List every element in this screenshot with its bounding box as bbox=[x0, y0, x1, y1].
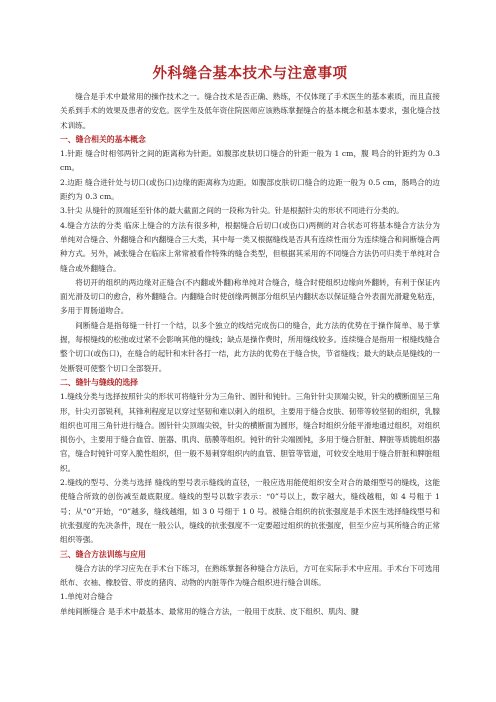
section-1-heading: 一、缝合相关的基本概念 bbox=[60, 134, 146, 144]
section-1-item-4: 4.缝合方法的分类 临床上缝合的方法有很多种，根据缝合后切口(或伤口)两侧的对合状态可将基本缝合方法分为单纯对合缝合、外翻缝合和内翻缝合三大类，其中每一类又根据缝线是否具有连续性而分为连续缝合和间断缝合两种方式。另外，减张缝合在临床上常常被看作特殊的缝合类型，但根据其采用的不同缝合方法仍可归类于单纯对合缝合或外翻缝合。 bbox=[60, 220, 440, 273]
section-1-paragraph-5: 将切开的组织的两边缘对正缝合(不内翻或外翻)称单纯对合缝合，缝合时使组织边缘向外翻转，有利于保证内面光滑及切口的愈合，称外翻缝合。内翻缝合时使创缘两侧部分组织呈内翻状态以保证缝合外表面光滑避免粘连，多用于胃肠道吻合。 bbox=[60, 277, 440, 316]
section-3-subheading-1: 1.单纯对合缝合 bbox=[60, 592, 113, 602]
section-2-item-2: 2.缝线的型号、分类与选择 缝线的型号表示缝线的直径，一般应选用能使组织安全对合的最细型号的缝线，这能使缝合所致的创伤减至最底限度。缝线的型号以数字表示：“0”号以上，数字越大，缝线越粗，如 4 号粗于 1 号；从“0”开始，“0”越多，缝线越细，如 3 0 号细于 1 0 号。被缝合组织的抗张强度是手术医生选择缝线型号和抗张强度的先决条件，现在一般公认，缝线的抗张强度不一定要超过组织的抗张强度，但至少应与其所缝合的正常组织等强。 bbox=[60, 478, 440, 545]
section-2-item-1: 1.缝线分类与选择按照针尖的形状可将缝针分为三角针、圆针和钝针。三角针针尖顶端尖锐，针尖的横断面呈三角形，针尖刃部锐利，其锋利程度足以穿过坚韧和难以刺入的组织，主要用于缝合皮肤、韧带等较坚韧的组织，乳腺组织也可用三角针进行缝合。圆针针尖顶端尖锐，针尖的横断面为圆形，缝合时组织分能平滑地通过组织，对组织损伤小，主要用于缝合血管、脏器、肌肉、筋膜等组织。钝针的针尖端圆钝，多用于缝合肝脏、脾脏等质脆组织器官，缝合时钝针可穿入脆性组织，但一般不易刺穿组织内的血管、胆管等管道，可较安全地用于缝合肝脏和脾脏组织。 bbox=[60, 392, 440, 473]
section-1-item-3: 3.针尖 从缝针的顶端延至针体的最大截面之间的一段称为针尖。针是根据针尖的形状不同进行分类的。 bbox=[60, 206, 404, 216]
section-1-item-2: 2.边距 缝合进针处与切口(或伤口)边缘的距离称为边距。如腹部皮肤切口缝合的边距一般为 0.5 cm，肠鸣合的边距约为 0.3 cm。 bbox=[60, 177, 440, 202]
section-1-paragraph-6: 间断缝合是指每缝一针打一个结，以多个独立的线结完成伤口的缝合，此方法的优势在于操作简单、易于掌握，每根缝线的松弛或过紧不会影响其他的缝线；缺点是操作费时，所用缝线较多。连续缝合是指用一根缝线缝合整个切口(或伤口)，在缝合的起针和末针各打一结，此方法的优势在于缝合快，节省缝线；最大的缺点是缝线的一处断裂可使整个切口全部裂开。 bbox=[60, 320, 440, 373]
section-2-heading: 二、缝针与缝线的选择 bbox=[60, 377, 138, 387]
intro-paragraph: 缝合是手术中最常用的操作技术之一。缝合技术是否正确、熟练，不仅体现了手术医生的基本素质，而且直接关系到手术的效果及患者的安危。医学生及低年资住院医师应该熟练掌握缝合的基本概念和基本要求，强化缝合技术训练。 bbox=[60, 92, 440, 130]
section-1-item-1: 1.针距 缝合时相邻两针之间的距离称为针距。如腹部皮肤切口缝合的针距一般为 1 cm，腹 鸣合的针距约为 0.3 cm。 bbox=[60, 149, 440, 173]
section-3-heading: 三、缝合方法训练与应用 bbox=[60, 549, 146, 559]
section-3-paragraph-2: 单纯间断缝合 是手术中最基本、最常用的缝合方法，一般用于皮肤、皮下组织、肌肉、腱 bbox=[60, 606, 359, 616]
document-title: 外科缝合基本技术与注意事项 bbox=[152, 66, 348, 82]
section-3-paragraph-1: 缝合方法的学习应先在手术台下练习，在熟练掌握各种缝合方法后，方可在实际手术中应用。手术台下可选用纸布、衣袖、橡胶管、带皮的猪肉、动物的内脏等作为缝合组织进行缝合训练。 bbox=[60, 563, 440, 588]
